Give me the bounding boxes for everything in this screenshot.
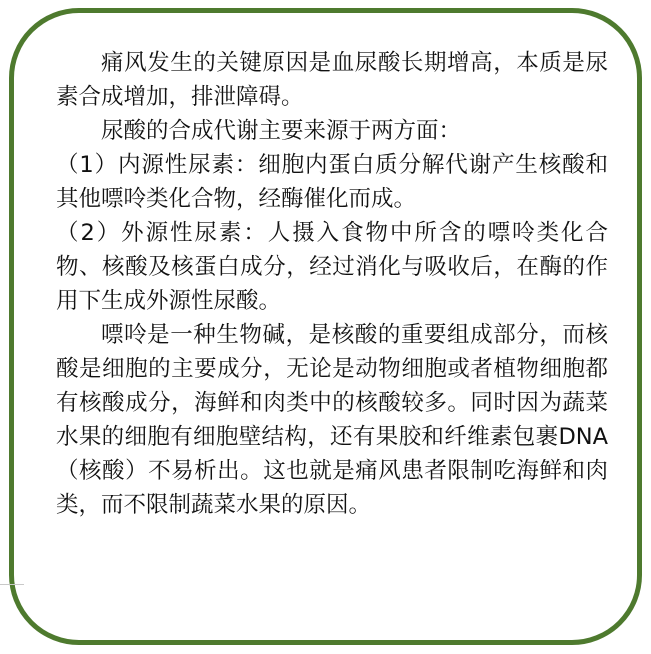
paragraph-uric-acid-cause: 痛风发生的关键原因是血尿酸长期增高，本质是尿素合成增加，排泄障碍。 [56, 50, 608, 110]
paragraph-exogenous: （2）外源性尿素：人摄入食物中所含的嘌呤类化合物、核酸及核蛋白成分，经过消化与吸收后，在酶的作用下生成外源性尿酸。 [56, 220, 608, 314]
document-body [56, 46, 608, 522]
paragraph-synthesis-sources: 尿酸的合成代谢主要来源于两方面： [101, 118, 462, 144]
paragraph-endogenous: （1）内源性尿素：细胞内蛋白质分解代谢产生核酸和其他嘌呤类化合物，经酶催化而成。 [56, 152, 608, 212]
paragraph-purine: 嘌呤是一种生物碱，是核酸的重要组成部分，而核酸是细胞的主要成分，无论是动物细胞或者植物细胞都有核酸成分，海鲜和肉类中的核酸较多。同时因为蔬菜水果的细胞有细胞壁结构，还有果胶和纤维素包裹DNA（核酸）不易析出。这也就是痛风患者限制吃海鲜和肉类，而不限制蔬菜水果的原因。 [56, 322, 608, 518]
margin-line [0, 584, 24, 585]
